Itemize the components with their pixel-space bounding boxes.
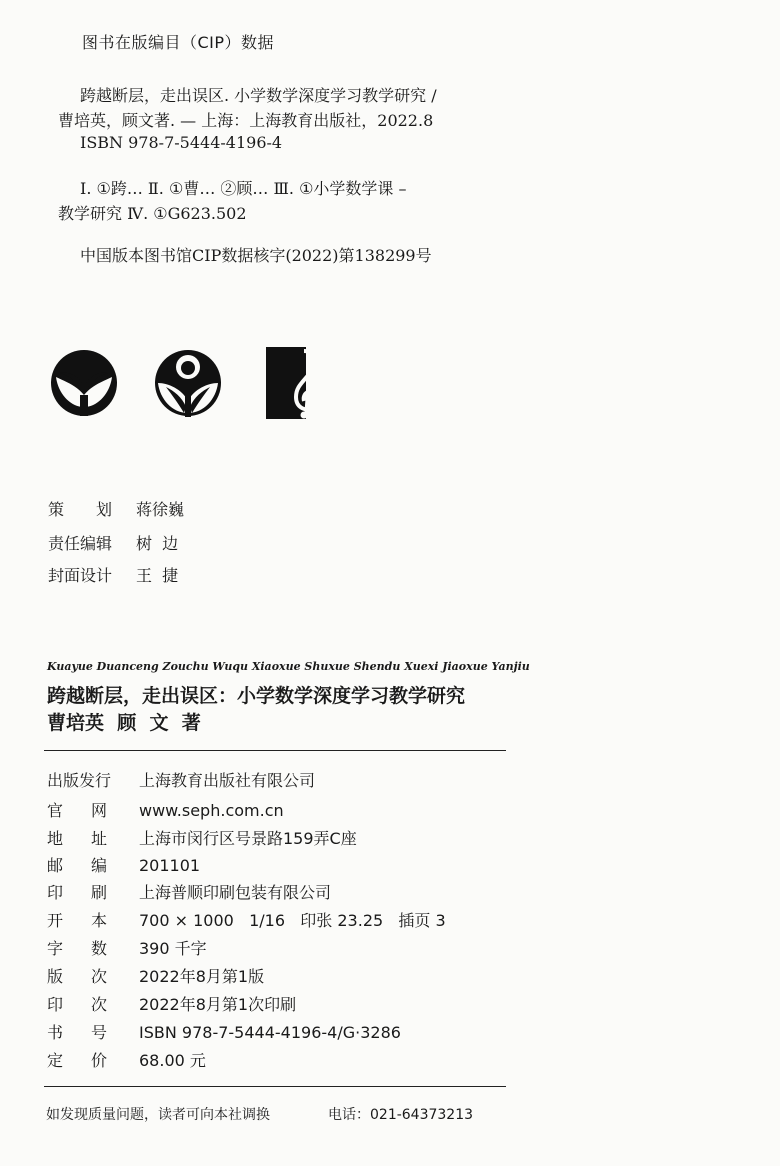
staff-role: 策划 (48, 500, 145, 519)
cip-line-record-number: 中国版本图书馆CIP数据核字(2022)第138299号 (80, 246, 432, 265)
info-row-word-count (47, 936, 207, 959)
info-label: 字数 (47, 939, 136, 958)
info-value: 2022年8月第1次印刷 (139, 995, 297, 1014)
info-row-website (47, 798, 284, 821)
info-value: www.seph.com.cn (139, 801, 284, 820)
staff-name: 王 捷 (136, 566, 179, 585)
contact-phone: 电话：021-64373213 (328, 1107, 474, 1123)
cip-line-classification: Ⅰ. ①跨… Ⅱ. ①曹… ②顾… Ⅲ. ①小学数学课 – (80, 179, 407, 198)
info-label: 出版发行 (47, 771, 112, 790)
cip-line-isbn: ISBN 978-7-5444-4196-4 (80, 133, 283, 152)
info-row-postcode (47, 853, 200, 876)
pinyin-title: Kuayue Duanceng Zouchu Wuqu Xiaoxue Shuxue Shendu Xuexi Jiaoxue Yanjiu (47, 660, 530, 673)
info-label: 地址 (47, 829, 136, 848)
staff-row-cover-designer (48, 563, 178, 586)
info-value: 390 千字 (139, 939, 207, 958)
info-value: ISBN 978-7-5444-4196-4/G·3286 (139, 1023, 401, 1042)
quality-notice: 如发现质量问题，读者可向本社调换 (46, 1107, 270, 1123)
sprout-emblem-icon (154, 347, 222, 419)
info-label: 印次 (47, 995, 136, 1014)
info-row-format (47, 908, 446, 931)
divider-bottom (44, 1086, 506, 1087)
info-value: 700 × 1000 1/16 印张 23.25 插页 3 (139, 911, 446, 930)
info-label: 定价 (47, 1051, 136, 1070)
staff-role: 责任编辑 (48, 534, 113, 553)
info-value: 201101 (139, 856, 201, 875)
info-label: 开本 (47, 911, 136, 930)
staff-row-editor (48, 531, 178, 554)
info-label: 印刷 (47, 883, 136, 902)
staff-role: 封面设计 (48, 566, 113, 585)
info-value: 上海市闵行区号景路159弄C座 (139, 829, 357, 848)
cip-line-title: 跨越断层，走出误区. 小学数学深度学习教学研究 / (80, 86, 437, 105)
info-row-address (47, 826, 357, 849)
info-value: 2022年8月第1版 (139, 967, 265, 986)
info-row-publisher (47, 768, 315, 791)
book-authors: 曹培英 顾 文 著 (47, 712, 201, 734)
info-row-edition (47, 964, 264, 987)
info-row-price (47, 1048, 206, 1071)
staff-row-planner (48, 497, 184, 520)
info-value: 上海普顺印刷包装有限公司 (139, 883, 332, 902)
staff-name: 树 边 (136, 534, 179, 553)
info-row-printer (47, 880, 331, 903)
cip-line-authors: 曹培英，顾文著. — 上海：上海教育出版社，2022.8 (58, 111, 434, 130)
info-label: 版次 (47, 967, 136, 986)
info-row-book-number (47, 1020, 401, 1043)
info-label: 官网 (47, 801, 136, 820)
divider-top (44, 750, 506, 751)
publisher-emblem-icon (50, 347, 118, 419)
info-label: 书号 (47, 1023, 136, 1042)
info-row-printing (47, 992, 296, 1015)
cip-heading: 图书在版编目（CIP）数据 (82, 33, 275, 52)
cip-line-classification-cont: 教学研究 Ⅳ. ①G623.502 (58, 204, 247, 223)
staff-name: 蒋徐巍 (136, 500, 185, 519)
info-value: 68.00 元 (139, 1051, 206, 1070)
treble-clef-icon (266, 347, 334, 419)
book-title: 跨越断层，走出误区：小学数学深度学习教学研究 (47, 685, 466, 707)
info-label: 邮编 (47, 856, 136, 875)
info-value: 上海教育出版社有限公司 (139, 771, 316, 790)
